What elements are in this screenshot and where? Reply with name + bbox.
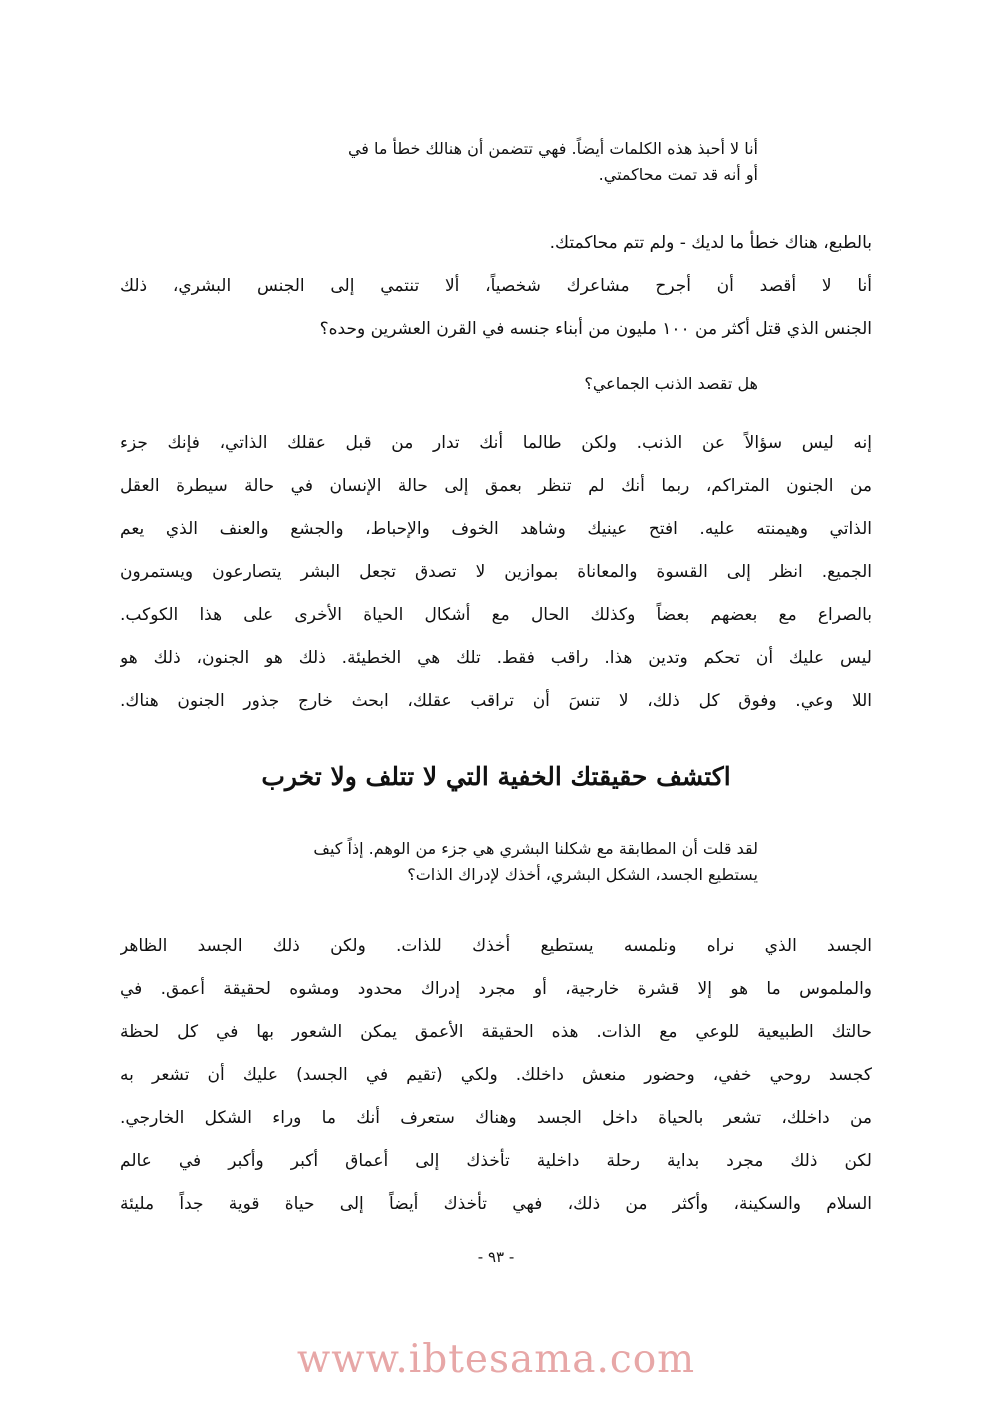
question-1-line-2: أو أنه قد تمت محاكمتي. — [598, 165, 758, 184]
answer-3-line-5: من داخلك، تشعر بالحياة داخل الجسد وهناك ستعرف أنك ما وراء الشكل الخارجي. — [120, 1108, 872, 1128]
answer-2-line-6: ليس عليك أن تحكم وتدين هذا. راقب فقط. تلك هي الخطيئة. ذلك هو الجنون، ذلك هو — [120, 648, 872, 668]
answer-3-line-4: كجسد روحي خفي، وحضور منعش داخلك. ولكي (تقيم في الجسد) عليك أن تشعر به — [120, 1065, 872, 1085]
answer-2-line-4: الجميع. انظر إلى القسوة والمعاناة بموازين لا تصدق تجعل البشر يتصارعون ويستمرون — [120, 562, 872, 582]
answer-3-line-1: الجسد الذي نراه ونلمسه يستطيع أخذك للذات. ولكن ذلك الجسد الظاهر — [120, 936, 872, 956]
answer-2-line-2: من الجنون المتراكم، ربما أنك لم تنظر بعمق إلى حالة الإنسان في حالة سيطرة العقل — [120, 476, 872, 496]
section-heading: اكتشف حقيقتك الخفية التي لا تتلف ولا تخرب — [261, 762, 731, 791]
question-3-line-1: لقد قلت أن المطابقة مع شكلنا البشري هي جزء من الوهم. إذاً كيف — [313, 839, 758, 858]
answer-3-line-6: لكن ذلك مجرد بداية رحلة داخلية تأخذك إلى أعماق أكبر وأكبر في عالم — [120, 1151, 872, 1171]
answer-2-line-3: الذاتي وهيمنته عليه. افتح عينيك وشاهد الخوف والإحباط، والجشع والعنف الذي يعم — [120, 519, 872, 539]
answer-2-line-5: بالصراع مع بعضهم بعضاً وكذلك الحال مع أشكال الحياة الأخرى على هذا الكوكب. — [120, 605, 872, 625]
page-number: - ٩٣ - — [477, 1248, 515, 1266]
question-1-line-1: أنا لا أحبذ هذه الكلمات أيضاً. فهي تتضمن أن هنالك خطأ ما في — [347, 139, 758, 158]
question-3 — [238, 836, 758, 888]
question-2-line-1: هل تقصد الذنب الجماعي؟ — [584, 374, 758, 393]
answer-1 — [120, 222, 872, 351]
answer-1-line-1: بالطبع، هناك خطأ ما لديك - ولم تتم محاكمتك. — [549, 233, 872, 253]
answer-2 — [120, 422, 872, 723]
answer-2-line-7: اللا وعي. وفوق كل ذلك، لا تنسَ أن تراقب عقلك، ابحث خارج جذور الجنون هناك. — [120, 691, 872, 711]
answer-1-line-3: الجنس الذي قتل أكثر من ١٠٠ مليون من أبناء جنسه في القرن العشرين وحده؟ — [319, 319, 872, 339]
answer-3 — [120, 925, 872, 1226]
watermark-url: www.ibtesama.com — [296, 1337, 696, 1382]
answer-3-line-3: حالتك الطبيعية للوعي مع الذات. هذه الحقيقة الأعمق يمكن الشعور بها في كل لحظة — [120, 1022, 872, 1042]
answer-3-line-7: السلام والسكينة، وأكثر من ذلك، فهي تأخذك أيضاً إلى حياة قوية جداً مليئة — [120, 1194, 872, 1214]
answer-3-line-2: والملموس ما هو إلا قشرة خارجية، أو مجرد إدراك محدود ومشوه لحقيقة أعمق. في — [120, 979, 872, 999]
question-1 — [240, 136, 758, 188]
question-3-line-2: يستطيع الجسد، الشكل البشري، أخذك لإدراك الذات؟ — [407, 865, 758, 884]
question-2 — [300, 371, 758, 397]
answer-2-line-1: إنه ليس سؤالاً عن الذنب. ولكن طالما أنك تدار من قبل عقلك الذاتي، فإنك جزء — [120, 433, 872, 453]
answer-1-line-2: أنا لا أقصد أن أجرح مشاعرك شخصياً، ألا تنتمي إلى الجنس البشري، ذلك — [120, 276, 872, 296]
